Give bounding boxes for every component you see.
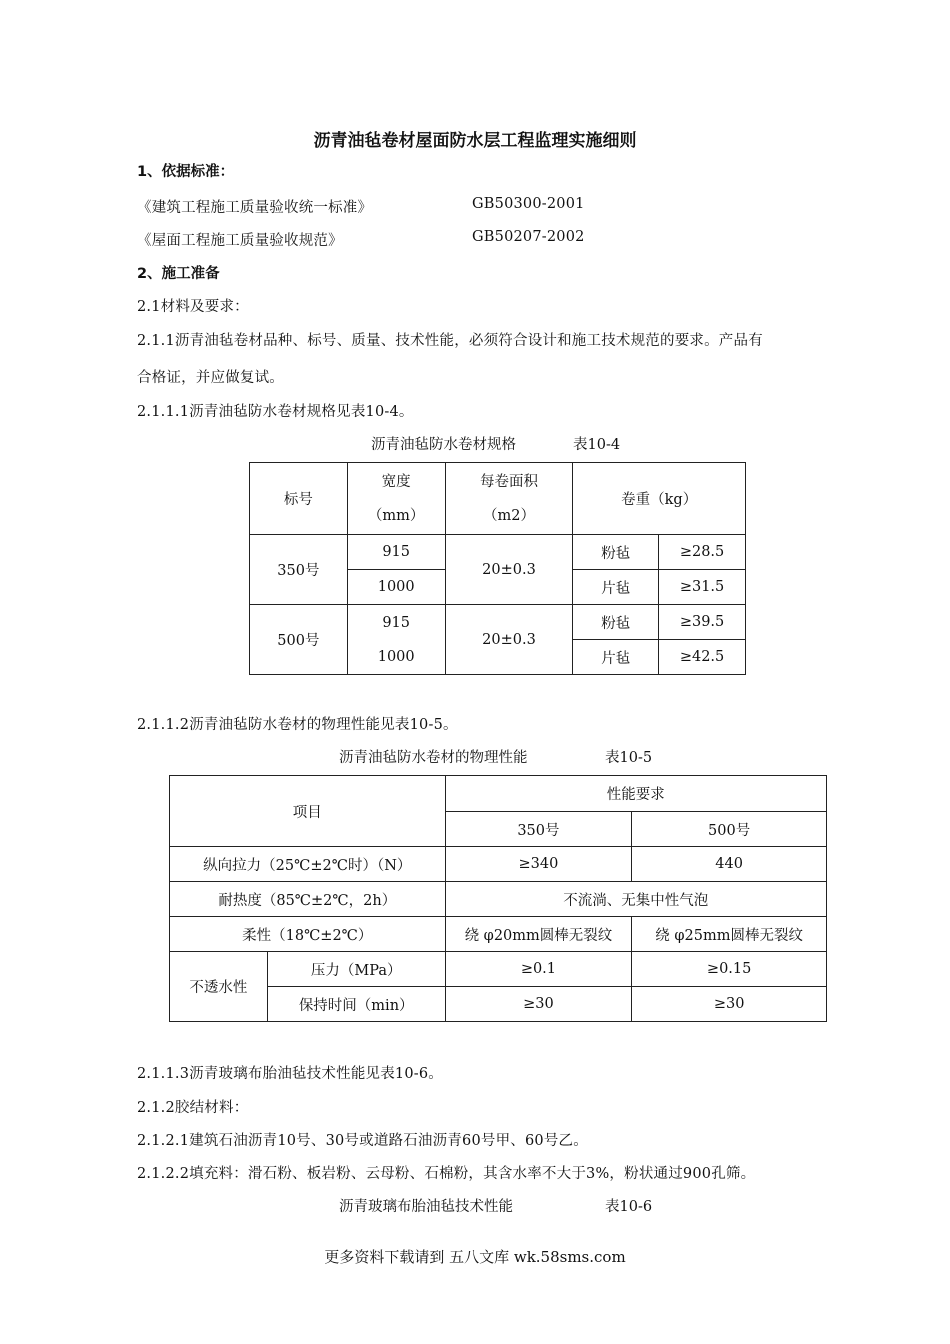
table-cell: 350号 <box>250 535 348 605</box>
header-cell: 项目 <box>170 776 446 847</box>
table-caption-number: 表10-5 <box>605 750 653 766</box>
table-cell: 不透水性 <box>170 952 268 1022</box>
table-cell: 不流淌、无集中性气泡 <box>445 882 826 917</box>
table-cell: 20±0.3 <box>445 535 573 605</box>
table-cell: 915 <box>347 535 445 570</box>
table-row <box>170 847 827 882</box>
standard-name: 《屋面工程施工质量验收规范》 <box>137 233 343 249</box>
table-cell: 压力（MPa） <box>267 952 445 987</box>
header-cell: 350号 <box>445 812 632 847</box>
table-cell: 保持时间（min） <box>267 987 445 1022</box>
footer-download-link[interactable]: 更多资料下载请到 五八文库 wk.58sms.com <box>324 1248 626 1266</box>
table-row <box>170 882 827 917</box>
table-cell: ≥0.15 <box>632 952 827 987</box>
table-row <box>170 917 827 952</box>
section-heading-preparation: 2、施工准备 <box>137 266 220 282</box>
table-cell: ≥28.5 <box>659 535 746 570</box>
table-roll-specifications <box>249 462 746 675</box>
table-cell: 片毡 <box>573 640 659 675</box>
paragraph: 2.1.1.3沥青玻璃布胎油毡技术性能见表10-6。 <box>137 1066 444 1082</box>
table-cell: ≥0.1 <box>445 952 632 987</box>
table-cell: ≥340 <box>445 847 632 882</box>
header-cell: 500号 <box>632 812 827 847</box>
table-caption-number: 表10-4 <box>573 437 621 453</box>
table-cell: 1000 <box>347 570 445 605</box>
table-caption-number: 表10-6 <box>605 1199 653 1215</box>
table-cell: ≥30 <box>632 987 827 1022</box>
page-title: 沥青油毡卷材屋面防水层工程监理实施细则 <box>313 131 637 151</box>
table-caption-title: 沥青玻璃布胎油毡技术性能 <box>339 1199 513 1215</box>
table-cell: 粉毡 <box>573 535 659 570</box>
header-cell: 标号 <box>250 463 348 535</box>
header-cell: 卷重（kg） <box>573 463 746 535</box>
table-header-row <box>250 463 746 535</box>
table-header-row <box>170 776 827 812</box>
table-caption-title: 沥青油毡防水卷材的物理性能 <box>339 750 528 766</box>
table-row <box>170 952 827 987</box>
paragraph: 2.1.2.1建筑石油沥青10号、30号或道路石油沥青60号甲、60号乙。 <box>137 1133 588 1149</box>
header-cell: 性能要求 <box>445 776 826 812</box>
paragraph: 2.1材料及要求： <box>137 299 249 315</box>
table-cell: 440 <box>632 847 827 882</box>
table-physical-properties <box>169 775 827 1022</box>
paragraph: 2.1.1沥青油毡卷材品种、标号、质量、技术性能，必须符合设计和施工技术规范的要求。产品有 <box>137 333 763 349</box>
section-heading-standards: 1、依据标准： <box>137 164 235 180</box>
table-cell: 柔性（18℃±2℃） <box>170 917 446 952</box>
table-cell: 绕 φ25mm圆棒无裂纹 <box>632 917 827 952</box>
paragraph: 2.1.2胶结材料： <box>137 1100 249 1116</box>
table-row <box>250 535 746 570</box>
table-cell: ≥42.5 <box>659 640 746 675</box>
paragraph: 2.1.1.2沥青油毡防水卷材的物理性能见表10-5。 <box>137 717 458 733</box>
table-cell: 915 1000 <box>347 605 445 675</box>
table-cell: 粉毡 <box>573 605 659 640</box>
table-cell: ≥31.5 <box>659 570 746 605</box>
paragraph: 2.1.1.1沥青油毡防水卷材规格见表10-4。 <box>137 404 414 420</box>
standard-code: GB50300-2001 <box>472 196 585 212</box>
table-cell: 绕 φ20mm圆棒无裂纹 <box>445 917 632 952</box>
table-cell: 纵向拉力（25℃±2℃时）（N） <box>170 847 446 882</box>
standard-name: 《建筑工程施工质量验收统一标准》 <box>137 200 373 216</box>
table-cell: ≥39.5 <box>659 605 746 640</box>
table-caption-title: 沥青油毡防水卷材规格 <box>371 437 516 453</box>
standard-code: GB50207-2002 <box>472 229 585 245</box>
table-cell: 20±0.3 <box>445 605 573 675</box>
table-row <box>170 987 827 1022</box>
table-cell: 500号 <box>250 605 348 675</box>
table-cell: 耐热度（85℃±2℃，2h） <box>170 882 446 917</box>
paragraph: 合格证，并应做复试。 <box>137 370 284 386</box>
header-cell: 每卷面积 （m2） <box>445 463 573 535</box>
header-cell: 宽度 （mm） <box>347 463 445 535</box>
table-row <box>250 605 746 640</box>
table-cell: 片毡 <box>573 570 659 605</box>
table-cell: ≥30 <box>445 987 632 1022</box>
paragraph: 2.1.2.2填充料：滑石粉、板岩粉、云母粉、石棉粉，其含水率不大于3%，粉状通过900孔筛。 <box>137 1166 756 1182</box>
